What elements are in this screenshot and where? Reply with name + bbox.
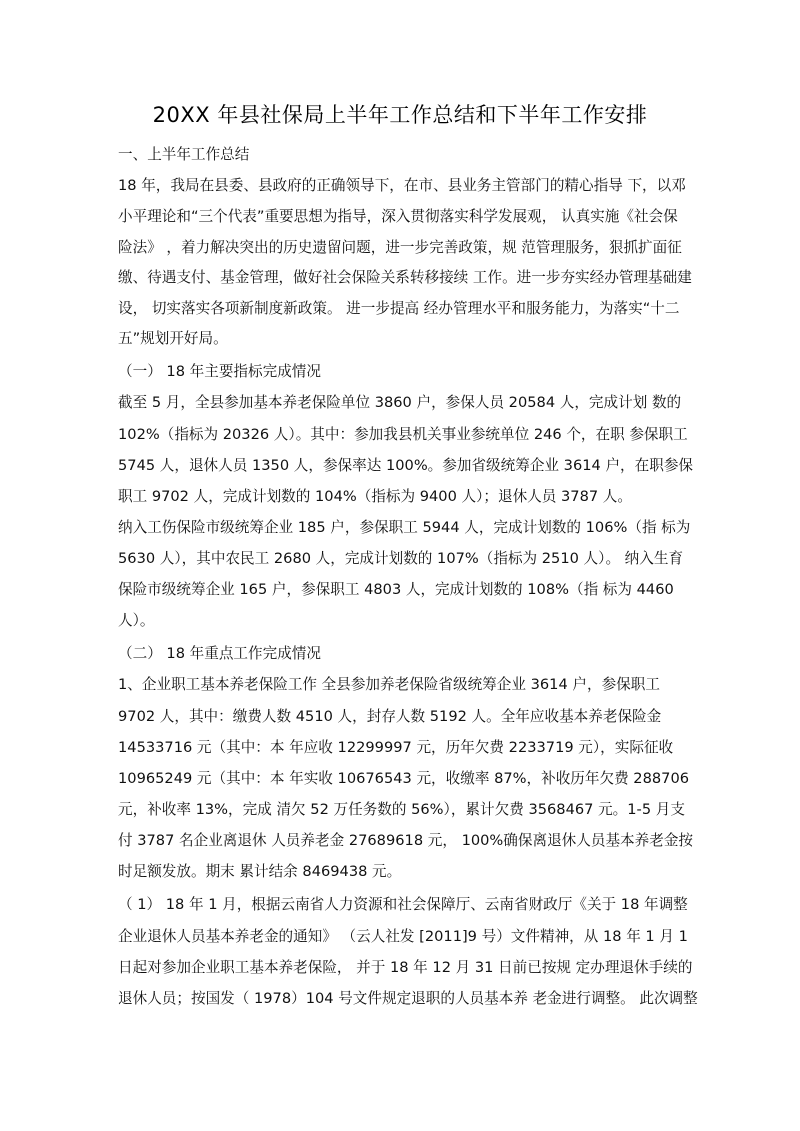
section-heading-first-half-summary: 一、上半年工作总结 — [118, 146, 250, 163]
paragraph-line: 付 3787 名企业离退休 人员养老金 27689618 元， 100%确保离退休人员基本养老金按 — [118, 832, 694, 849]
paragraph-line: 18 年，我局在县委、县政府的正确领导下，在市、县业务主管部门的精心指导 下，以邓 — [118, 177, 686, 194]
paragraph-line: 缴、待遇支付、基金管理，做好社会保险关系转移接续 工作。进一步夯实经办管理基础建 — [118, 269, 692, 286]
paragraph-line: 设， 切实落实各项新制度新政策。 进一步提高 经办管理水平和服务能力，为落实“十二 — [118, 300, 680, 317]
paragraph-line: 日起对参加企业职工基本养老保险， 并于 18 年 12 月 31 日前已按规 定办理退休手续的 — [118, 959, 693, 976]
paragraph-line: 5630 人），其中农民工 2680 人，完成计划数的 107%（指标为 2510 人）。 纳入生育 — [118, 550, 684, 567]
paragraph-line: 1、企业职工基本养老保险工作 全县参加养老保险省级统筹企业 3614 户，参保职工 — [118, 676, 660, 693]
paragraph-line: 退休人员；按国发（ 1978）104 号文件规定退职的人员基本养 老金进行调整。 此次调整 — [118, 990, 698, 1007]
paragraph-line: 职工 9702 人，完成计划数的 104%（指标为 9400 人）；退休人员 3787 人。 — [118, 488, 632, 505]
paragraph-line: 9702 人，其中：缴费人数 4510 人，封存人数 5192 人。全年应收基本养老保险金 — [118, 708, 662, 725]
paragraph-line: 五”规划开好局。 — [118, 330, 228, 347]
paragraph-line: 元，补收率 13%，完成 清欠 52 万任务数的 56%），累计欠费 3568467 元。1-5 月支 — [118, 801, 685, 818]
paragraph-line: 10965249 元（其中：本 年实收 10676543 元，收缴率 87%，补收历年欠费 288706 — [118, 770, 690, 787]
paragraph-line: 截至 5 月，全县参加基本养老保险单位 3860 户，参保人员 20584 人，完成计划 数的 — [118, 394, 682, 411]
paragraph-line: 人）。 — [118, 612, 155, 629]
subsection-heading-main-indicators: （一） 18 年主要指标完成情况 — [118, 363, 321, 380]
paragraph-line: 纳入工伤保险市级统筹企业 185 户，参保职工 5944 人，完成计划数的 106%（指 标为 — [118, 519, 691, 536]
paragraph-line: 14533716 元（其中：本 年应收 12299997 元，历年欠费 2233719 元），实际征收 — [118, 739, 674, 756]
paragraph-line: 小平理论和“三个代表”重要思想为指导，深入贯彻落实科学发展观， 认真实施《社会保 — [118, 208, 678, 225]
paragraph-line: （ 1） 18 年 1 月，根据云南省人力资源和社会保障厅、云南省财政厅《关于 18 年调整 — [118, 896, 688, 913]
paragraph-line: 保险市级统筹企业 165 户，参保职工 4803 人，完成计划数的 108%（指 标为 4460 — [118, 581, 674, 598]
paragraph-line: 102%（指标为 20326 人）。其中：参加我县机关事业参统单位 246 个，在职 参保职工 — [118, 426, 688, 443]
paragraph-line: 时足额发放。期末 累计结余 8469438 元。 — [118, 863, 402, 880]
document-title: 20XX 年县社保局上半年工作总结和下半年工作安排 — [152, 103, 648, 127]
paragraph-line: 险法》 ，着力解决突出的历史遗留问题，进一步完善政策，规 范管理服务，狠抓扩面征 — [118, 239, 682, 256]
paragraph-line: 5745 人，退休人员 1350 人，参保率达 100%。参加省级统筹企业 3614 户，在职参保 — [118, 457, 694, 474]
subsection-heading-key-work: （二） 18 年重点工作完成情况 — [118, 645, 321, 662]
paragraph-line: 企业退休人员基本养老金的通知》 （云人社发 [2011]9 号）文件精神，从 18 年 1 月 1 — [118, 928, 688, 945]
